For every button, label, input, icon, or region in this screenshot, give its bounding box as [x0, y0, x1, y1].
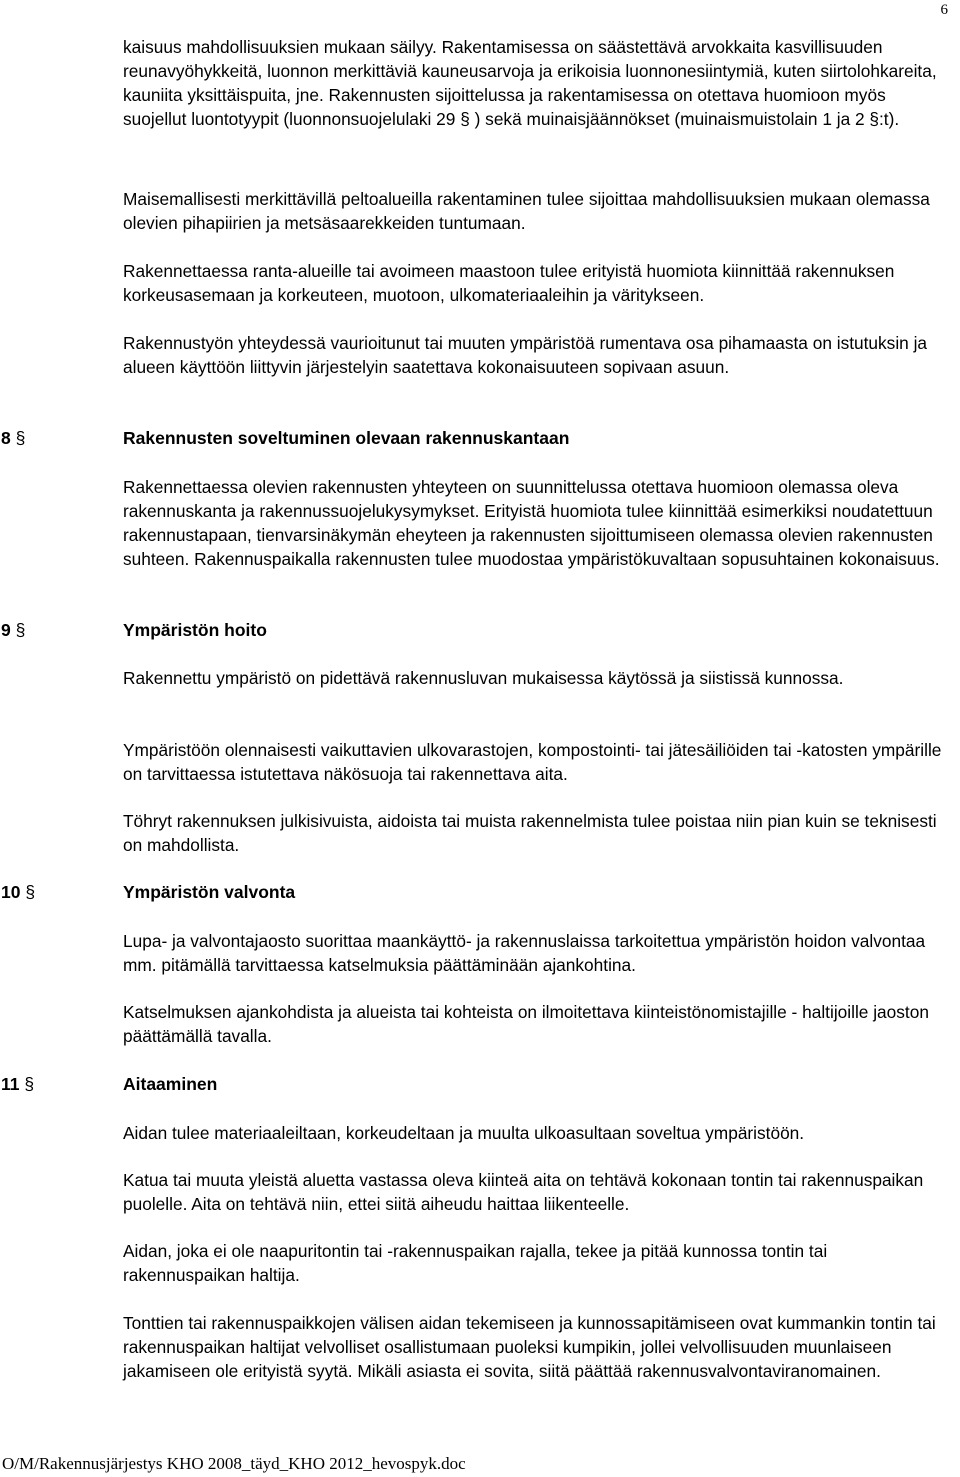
- section-9-paragraph: Ympäristöön olennaisesti vaikuttavien ulkovarastojen, kompostointi- tai jätesäiliöiden tai -katosten ympärille on tarvittaessa istutettava näkösuoja tai rakennettava aita.: [123, 740, 942, 784]
- section-11-paragraph: Aidan, joka ei ole naapuritontin tai -rakennuspaikan rajalla, tekee ja pitää kunnossa tontin tai rakennuspaikan haltija.: [123, 1241, 828, 1285]
- section-10-paragraph: Lupa- ja valvontajaosto suorittaa maankäyttö- ja rakennuslaissa tarkoitettua ympäristön hoidon valvontaa mm. pitämällä tarvittaessa katselmuksia päättäminään ajankohtina.: [123, 931, 926, 975]
- section-8-paragraph: Rakennettaessa olevien rakennusten yhteyteen on suunnittelussa otettava huomioon olemassa oleva rakennuskanta ja rakennussuojelukysymykset. Erityistä huomiota tulee kiinnittää esimerkiksi noudatettuun rakennustapaan, tienvarsinäkymän eheyteen ja rakennusten sijoittumiseen olemassa olevien rakennusten suhteen. Rakennuspaikalla rakennusten tulee muodostaa ympäristökuvaltaan sopusuhtainen kokonaisuus.: [123, 477, 940, 569]
- section-11-paragraph: Katua tai muuta yleistä aluetta vastassa oleva kiinteä aita on tehtävä kokonaan tontin tai rakennuspaikan puolelle. Aita on tehtävä niin, ettei siitä aiheudu haittaa liikenteelle.: [123, 1170, 924, 1214]
- section-title: Rakennusten soveltuminen olevaan rakennuskantaan: [123, 428, 570, 448]
- page-number: 6: [940, 2, 948, 18]
- section-symbol: §: [15, 620, 26, 640]
- intro-paragraph: kaisuus mahdollisuuksien mukaan säilyy. Rakentamisessa on säästettävä arvokkaita kasvillisuuden reunavyöhykkeitä, luonnon merkittäviä kauneusarvoja ja erikoisia luonnonesiintymiä, kuten siirtolohkareita, kauniita yksittäispuita, jne. Rakennusten sijoittelussa ja rakentamisessa on otettava huomioon myös suojellut luontotyypit (luonnonsuojelulaki 29 § ) sekä muinaisjäännökset (muinaismuistolain 1 ja 2 §:t).: [123, 37, 937, 129]
- section-number: 10 §: [1, 882, 36, 902]
- section-9-paragraph: Rakennettu ympäristö on pidettävä rakennusluvan mukaisessa käytössä ja siistissä kunnossa.: [123, 668, 844, 688]
- document-footer: O/M/Rakennusjärjestys KHO 2008_täyd_KHO 2012_hevospyk.doc: [2, 1454, 466, 1473]
- intro-paragraph: Rakennettaessa ranta-alueille tai avoimeen maastoon tulee erityistä huomiota kiinnittää rakennuksen korkeusasemaan ja korkeuteen, muotoon, ulkomateriaaleihin ja väritykseen.: [123, 261, 895, 305]
- section-title: Ympäristön hoito: [123, 620, 267, 640]
- section-title: Ympäristön valvonta: [123, 882, 296, 902]
- section-number: 11 §: [1, 1074, 35, 1094]
- section-number: 8 §: [1, 428, 26, 448]
- section-11-paragraph: Aidan tulee materiaaleiltaan, korkeudeltaan ja muulta ulkoasultaan soveltua ympäristöön.: [123, 1123, 805, 1143]
- section-number: 9 §: [1, 620, 26, 640]
- intro-paragraph: Rakennustyön yhteydessä vaurioitunut tai muuten ympäristöä rumentava osa pihamaasta on istutuksin ja alueen käyttöön liittyvin järjestelyin saatettava kokonaisuuteen sopivaan asuun.: [123, 333, 928, 377]
- section-9-paragraph: Töhryt rakennuksen julkisivuista, aidoista tai muista rakennelmista tulee poistaa niin pian kuin se teknisesti on mahdollista.: [123, 811, 937, 855]
- section-symbol: §: [25, 882, 36, 902]
- section-symbol: §: [24, 1074, 35, 1094]
- section-title: Aitaaminen: [123, 1074, 218, 1094]
- section-symbol: §: [15, 428, 26, 448]
- section-10-paragraph: Katselmuksen ajankohdista ja alueista tai kohteista on ilmoitettava kiinteistönomistajille - haltijoille jaoston päättämällä tavalla.: [123, 1002, 929, 1046]
- intro-paragraph: Maisemallisesti merkittävillä peltoalueilla rakentaminen tulee sijoittaa mahdollisuuksien mukaan olemassa olevien pihapiirien ja metsäsaarekkeiden tuntumaan.: [123, 189, 930, 233]
- section-11-paragraph: Tonttien tai rakennuspaikkojen välisen aidan tekemiseen ja kunnossapitämiseen ovat kummankin tontin tai rakennuspaikan haltijat velvolliset osallistumaan puoleksi kumpikin, jollei velvollisuuden muunlaiseen jakamiseen ole erityistä syytä. Mikäli asiasta ei sovita, siitä päättää rakennusvalvontaviranomainen.: [123, 1313, 936, 1381]
